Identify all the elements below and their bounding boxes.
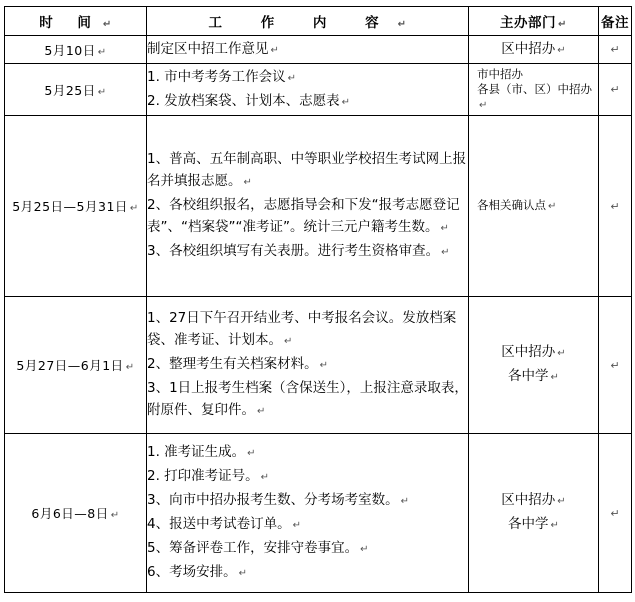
content-line: 2. 打印准考证号。 ↵: [147, 468, 270, 484]
header-content: 工 作 内 容 ↵: [147, 7, 469, 36]
cell-time: 5月10日 ↵: [5, 36, 147, 64]
content-line: 5、筹备评卷工作，安排守卷事宜。 ↵: [147, 540, 369, 556]
content-line: 2. 发放档案袋、计划本、志愿表 ↵: [147, 92, 351, 109]
cell-dept: [469, 116, 599, 297]
header-time: 时 间 ↵: [5, 7, 147, 36]
dept-line: 各中学 ↵: [508, 368, 559, 384]
cell-time: 6月6日—8日 ↵: [5, 434, 147, 593]
dept-line: 区中招办 ↵: [501, 492, 566, 508]
cell-dept: [469, 64, 599, 116]
cell-content: [147, 434, 469, 593]
content-line: 1、普高、五年制高职、中等职业学校招生考试网上报名并填报志愿。 ↵: [147, 151, 467, 189]
content-line: 4、报送中考试卷订单。 ↵: [147, 516, 301, 532]
cell-content: [147, 297, 469, 434]
table-row: [5, 64, 632, 116]
cell-note: ↵: [599, 116, 632, 297]
table-row: [5, 297, 632, 434]
cell-note: ↵: [599, 64, 632, 116]
cell-content: [147, 116, 469, 297]
content-line: 1、27日下午召开结业考、中考报名会议。发放档案袋、准考证、计划本。 ↵: [147, 310, 457, 348]
content-line: 2、整理考生有关档案材料。 ↵: [147, 356, 328, 372]
table-header-row: [5, 7, 632, 36]
cell-dept: [469, 434, 599, 593]
dept-line: 区中招办 ↵: [501, 40, 566, 57]
content-line: 3、向市中招办报考生数、分考场考室数。 ↵: [147, 492, 409, 508]
cell-time: 5月25日 ↵: [5, 64, 147, 116]
dept-line: 市中招办: [477, 66, 523, 81]
header-note: 备注: [599, 7, 632, 36]
cell-note: ↵: [599, 297, 632, 434]
table-row: [5, 116, 632, 297]
cell-dept: [469, 36, 599, 64]
content-line: 3、各校组织填写有关表册。进行考生资格审查。 ↵: [147, 243, 450, 259]
cell-time: 5月25日—5月31日 ↵: [5, 116, 147, 297]
cell-note: ↵: [599, 434, 632, 593]
content-line: 6、考场安排。 ↵: [147, 564, 247, 580]
table-row: [5, 36, 632, 64]
content-line: 制定区中招工作意见 ↵: [147, 40, 279, 57]
header-dept: 主办部门 ↵: [469, 7, 599, 36]
cell-time: 5月27日—6月1日 ↵: [5, 297, 147, 434]
cell-note: ↵: [599, 36, 632, 64]
dept-line: 各相关确认点 ↵: [477, 198, 557, 212]
content-line: 1. 准考证生成。 ↵: [147, 444, 256, 460]
cell-dept: [469, 297, 599, 434]
schedule-table: [4, 6, 632, 593]
table-row: [5, 434, 632, 593]
cell-content: [147, 36, 469, 64]
content-line: 1. 市中考考务工作会议 ↵: [147, 68, 297, 85]
dept-line: 区中招办 ↵: [501, 344, 566, 360]
cell-content: [147, 64, 469, 116]
content-line: 2、各校组织报名，志愿指导会和下发“报考志愿登记表”、“档案袋”“准考证”。统计三元户籍考生数。 ↵: [147, 197, 460, 235]
dept-line: 各中学 ↵: [508, 516, 559, 532]
content-line: 3、1日上报考生档案（含保送生），上报注意录取表，附原件、复印件。 ↵: [147, 380, 468, 418]
dept-line: 各县（市、区）中招办↵: [477, 81, 592, 111]
